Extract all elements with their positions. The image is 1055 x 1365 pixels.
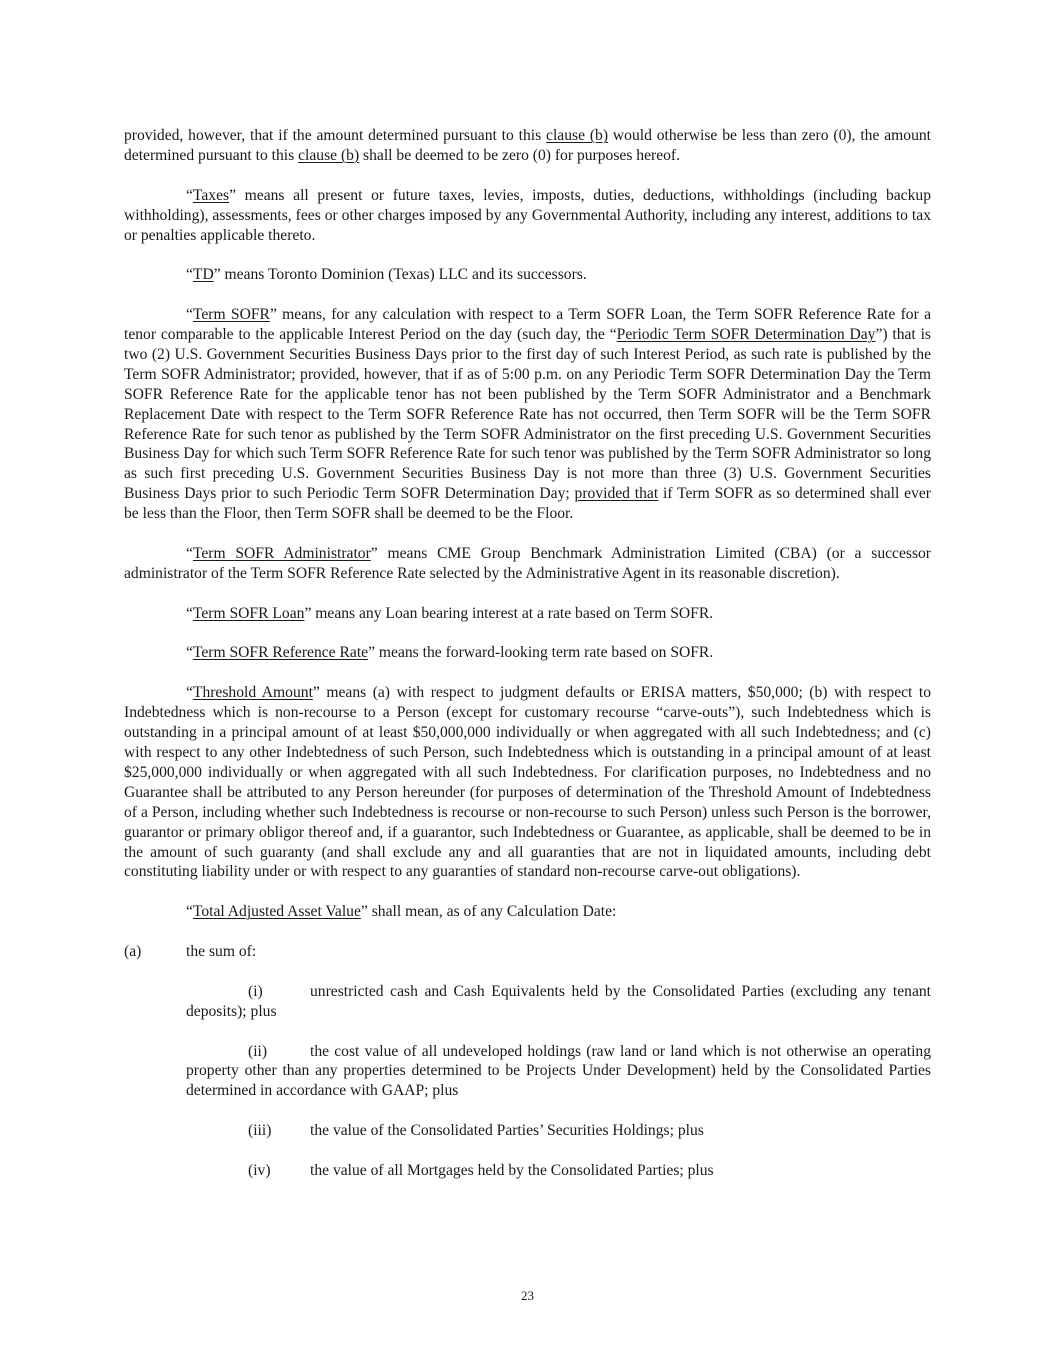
defined-term: Threshold Amount: [192, 684, 313, 702]
open-quote: “: [186, 544, 193, 562]
intro-paragraph: [124, 126, 931, 166]
sub-item-iv: [248, 1161, 931, 1181]
definition-text: ” means all present or future taxes, levies, imposts, duties, deductions, withholdings (including backup withholding), assessments, fees or other charges imposed by any Governmental Authority, including any interest, additions to tax or penalties applicable thereto.: [124, 186, 931, 244]
defined-term: TD: [192, 266, 214, 284]
open-quote: “: [186, 186, 193, 204]
sub-item-label: (iii): [248, 1122, 272, 1140]
definition-term-sofr: [124, 305, 931, 524]
definition-term-sofr-administrator: [124, 544, 931, 584]
definition-text: ”) that is two (2) U.S. Government Securities Business Days prior to the first day of such Interest Period, as such rate is published by the Term SOFR Administrator; provided, however, that if as of 5:00 p.m. on any Periodic Term SOFR Determination Day the Term SOFR Reference Rate for the applicable tenor has not been published by the Term SOFR Administrator and a Benchmark Replacement Date with respect to the Term SOFR Reference Rate has not occurred, then Term SOFR will be the Term SOFR Reference Rate for such tenor as published by the Term SOFR Administrator on the first preceding U.S. Government Securities Business Day for which such Term SOFR Reference Rate for such tenor was published by the Term SOFR Administrator so long as such first preceding U.S. Government Securities Business Day is not more than three (3) U.S. Government Securities Business Days prior to such Periodic Term SOFR Determination Day;: [124, 326, 932, 503]
clause-a-text: the sum of:: [186, 943, 257, 961]
proviso-phrase: provided that: [574, 485, 659, 503]
defined-term: Term SOFR Administrator: [192, 544, 371, 562]
intro-text-2: would otherwise be less than zero (0), the amount determined pursuant to this: [124, 127, 932, 164]
sub-item-i: [186, 982, 931, 1022]
definition-text: ” means the forward-looking term rate based on SOFR.: [368, 644, 714, 662]
definition-term-sofr-loan: [124, 604, 931, 624]
definition-taxes: [124, 186, 931, 246]
definition-term-sofr-reference-rate: [124, 643, 931, 663]
intro-text-1: provided, however, that if the amount determined pursuant to this: [124, 127, 547, 144]
definition-text: ” shall mean, as of any Calculation Date:: [360, 903, 617, 921]
intro-text-3: shall be deemed to be zero (0) for purposes hereof.: [359, 146, 681, 164]
sub-item-label: (i): [248, 982, 263, 1000]
page-number: 23: [521, 1288, 534, 1303]
open-quote: “: [186, 604, 193, 622]
sub-item-iii: [248, 1121, 931, 1141]
sub-item-ii: [186, 1042, 931, 1102]
sub-item-label: (iv): [248, 1161, 271, 1179]
clause-a-label: (a): [124, 943, 142, 961]
open-quote: “: [186, 306, 193, 324]
definition-threshold-amount: [124, 683, 931, 882]
clause-a: [124, 942, 931, 962]
sub-item-text: unrestricted cash and Cash Equivalents held by the Consolidated Parties (excluding any tenant deposits); plus: [186, 982, 931, 1020]
open-quote: “: [186, 684, 193, 702]
definition-total-adjusted-asset-value: [124, 902, 931, 922]
document-page: [124, 126, 931, 1201]
sub-item-label: (ii): [248, 1042, 268, 1060]
definition-text: ” means CME Group Benchmark Administration Limited (CBA) (or a successor administrator of the Term SOFR Reference Rate selected by the Administrative Agent in its reasonable discretion).: [124, 544, 932, 582]
definition-text: if Term SOFR as so determined shall ever be less than the Floor, then Term SOFR shall be deemed to be the Floor.: [124, 485, 931, 523]
definition-text: ” means (a) with respect to judgment defaults or ERISA matters, $50,000; (b) with respect to Indebtedness which is non-recourse to a Person (except for customary recourse “carve-outs”), such Indebtedness which is outstanding in a principal amount of at least $50,000,000 individually or when aggregated with all such Indebtedness; and (c) with respect to any other Indebtedness of such Person, such Indebtedness which is outstanding in a principal amount of at least $25,000,000 individually or when aggregated with all such Indebtedness. For clarification purposes, no Indebtedness and no Guarantee shall be attributed to any Person hereunder (for purposes of determination of the Threshold Amount of Indebtedness of a Person, including whether such Indebtedness is recourse or non-recourse to such Person) unless such Person is the borrower, guarantor or primary obligor thereof and, if a guarantor, such Indebtedness or Guarantee, as applicable, shall be deemed to be in the amount of such guaranty (and shall exclude any and all guaranties that are not in liquidated amounts, including debt constituting liability under or with respect to any guaranties of standard non-recourse carve-out obligations).: [124, 684, 931, 881]
defined-term: Term SOFR Reference Rate: [192, 644, 369, 662]
open-quote: “: [186, 903, 193, 921]
sub-item-text: the value of the Consolidated Parties’ Securities Holdings; plus: [310, 1122, 704, 1140]
clause-b-reference: clause (b): [546, 127, 609, 144]
defined-sub-term: Periodic Term SOFR Determination Day: [616, 326, 876, 344]
definition-td: [124, 265, 931, 285]
clause-b-reference: clause (b): [298, 146, 360, 164]
definition-text: ” means any Loan bearing interest at a rate based on Term SOFR.: [304, 604, 714, 622]
sub-item-text: the value of all Mortgages held by the Consolidated Parties; plus: [310, 1161, 714, 1179]
defined-term: Total Adjusted Asset Value: [192, 903, 361, 921]
open-quote: “: [186, 266, 193, 284]
defined-term: Term SOFR: [192, 306, 270, 324]
open-quote: “: [186, 644, 193, 662]
defined-term: Taxes: [192, 186, 230, 204]
definition-text: ” means Toronto Dominion (Texas) LLC and its successors.: [213, 266, 587, 284]
defined-term: Term SOFR Loan: [192, 604, 305, 622]
sub-item-text: the cost value of all undeveloped holdings (raw land or land which is not otherwise an operating property other than any properties determined to be Projects Under Development) held by the Consolidated Parties determined in accordance with GAAP; plus: [186, 1042, 931, 1100]
definition-text: ” means, for any calculation with respect to a Term SOFR Loan, the Term SOFR Reference Rate for a tenor comparable to the applicable Interest Period on the day (such day, the “: [124, 306, 931, 344]
